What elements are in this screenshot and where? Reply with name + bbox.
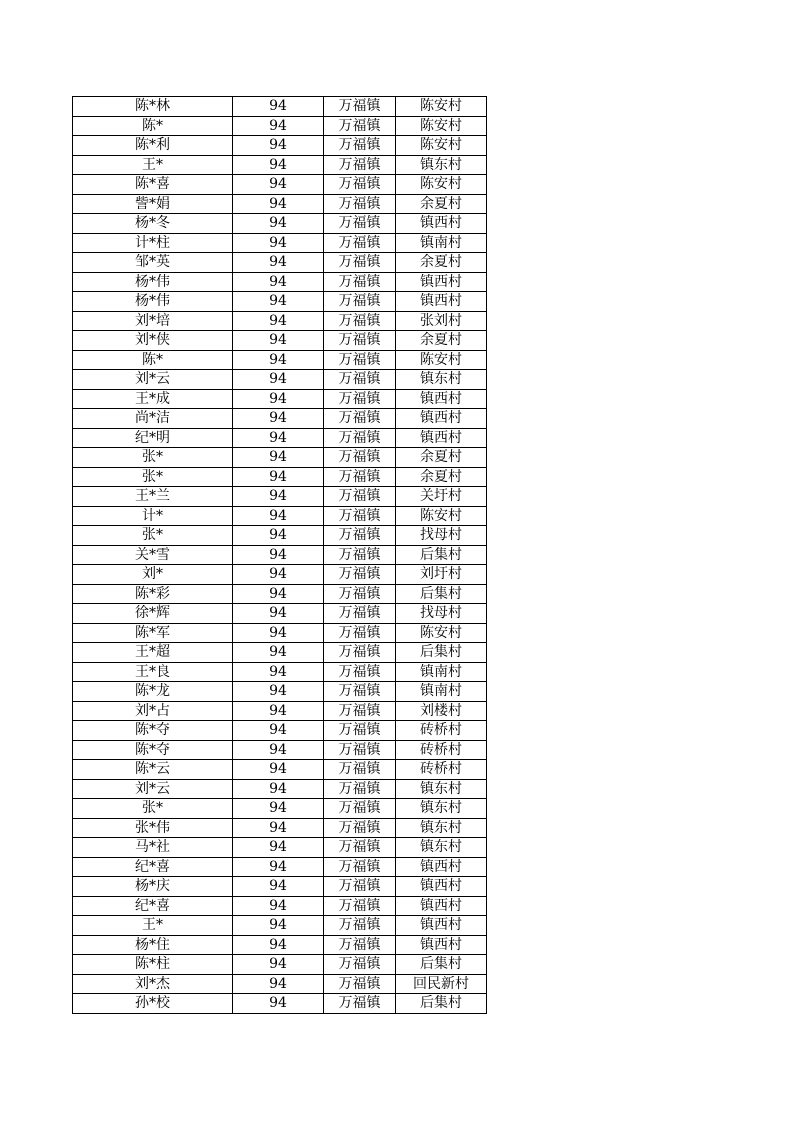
cell-village: 后集村 [396, 584, 487, 604]
cell-number: 94 [233, 857, 324, 877]
cell-village: 镇东村 [396, 779, 487, 799]
cell-number: 94 [233, 682, 324, 702]
cell-village: 陈安村 [396, 116, 487, 136]
cell-village: 砖桥村 [396, 760, 487, 780]
table-row [73, 935, 487, 955]
cell-town: 万福镇 [324, 818, 396, 838]
cell-number: 94 [233, 935, 324, 955]
cell-number: 94 [233, 292, 324, 312]
cell-village: 余夏村 [396, 194, 487, 214]
table-row [73, 994, 487, 1014]
cell-village: 镇东村 [396, 370, 487, 390]
cell-number: 94 [233, 155, 324, 175]
table-row [73, 467, 487, 487]
table-row [73, 389, 487, 409]
table-row [73, 916, 487, 936]
table-row [73, 740, 487, 760]
cell-number: 94 [233, 448, 324, 468]
cell-town: 万福镇 [324, 701, 396, 721]
data-table [72, 96, 487, 1014]
cell-name: 刘*侠 [73, 331, 233, 351]
cell-number: 94 [233, 721, 324, 741]
cell-name: 纪*喜 [73, 896, 233, 916]
cell-number: 94 [233, 623, 324, 643]
table-row [73, 584, 487, 604]
cell-name: 杨*冬 [73, 214, 233, 234]
cell-village: 陈安村 [396, 136, 487, 156]
cell-name: 陈*利 [73, 136, 233, 156]
cell-town: 万福镇 [324, 194, 396, 214]
cell-town: 万福镇 [324, 526, 396, 546]
cell-village: 余夏村 [396, 448, 487, 468]
cell-number: 94 [233, 272, 324, 292]
cell-village: 镇南村 [396, 233, 487, 253]
cell-number: 94 [233, 545, 324, 565]
cell-village: 镇西村 [396, 428, 487, 448]
cell-number: 94 [233, 760, 324, 780]
cell-name: 纪*喜 [73, 857, 233, 877]
cell-name: 訾*娟 [73, 194, 233, 214]
cell-number: 94 [233, 701, 324, 721]
cell-town: 万福镇 [324, 740, 396, 760]
table-row [73, 818, 487, 838]
cell-name: 杨*庆 [73, 877, 233, 897]
cell-name: 刘*培 [73, 311, 233, 331]
table-row [73, 760, 487, 780]
cell-name: 张* [73, 799, 233, 819]
cell-number: 94 [233, 233, 324, 253]
cell-town: 万福镇 [324, 916, 396, 936]
table-row [73, 428, 487, 448]
cell-town: 万福镇 [324, 682, 396, 702]
cell-town: 万福镇 [324, 214, 396, 234]
cell-town: 万福镇 [324, 721, 396, 741]
cell-village: 关圩村 [396, 487, 487, 507]
cell-town: 万福镇 [324, 994, 396, 1014]
cell-town: 万福镇 [324, 97, 396, 117]
cell-number: 94 [233, 740, 324, 760]
cell-number: 94 [233, 194, 324, 214]
table-row [73, 214, 487, 234]
cell-name: 马*社 [73, 838, 233, 858]
cell-village: 后集村 [396, 643, 487, 663]
table-row [73, 370, 487, 390]
cell-number: 94 [233, 487, 324, 507]
table-row [73, 662, 487, 682]
cell-town: 万福镇 [324, 272, 396, 292]
table-row [73, 350, 487, 370]
cell-town: 万福镇 [324, 760, 396, 780]
table-row [73, 623, 487, 643]
cell-name: 陈*柱 [73, 955, 233, 975]
cell-village: 镇东村 [396, 799, 487, 819]
table-row [73, 779, 487, 799]
cell-village: 镇西村 [396, 214, 487, 234]
cell-name: 王* [73, 155, 233, 175]
cell-name: 王*成 [73, 389, 233, 409]
cell-village: 镇南村 [396, 662, 487, 682]
cell-name: 刘*占 [73, 701, 233, 721]
cell-name: 陈*喜 [73, 175, 233, 195]
cell-number: 94 [233, 253, 324, 273]
cell-village: 余夏村 [396, 331, 487, 351]
cell-village: 砖桥村 [396, 740, 487, 760]
cell-number: 94 [233, 428, 324, 448]
cell-number: 94 [233, 136, 324, 156]
cell-name: 孙*校 [73, 994, 233, 1014]
cell-number: 94 [233, 116, 324, 136]
cell-number: 94 [233, 350, 324, 370]
cell-name: 杨*住 [73, 935, 233, 955]
cell-village: 陈安村 [396, 350, 487, 370]
cell-village: 陈安村 [396, 175, 487, 195]
cell-number: 94 [233, 506, 324, 526]
table-body [73, 97, 487, 1014]
table-row [73, 155, 487, 175]
cell-town: 万福镇 [324, 623, 396, 643]
cell-village: 镇南村 [396, 682, 487, 702]
cell-number: 94 [233, 643, 324, 663]
cell-village: 砖桥村 [396, 721, 487, 741]
cell-number: 94 [233, 467, 324, 487]
cell-village: 镇西村 [396, 935, 487, 955]
cell-number: 94 [233, 974, 324, 994]
cell-name: 刘*杰 [73, 974, 233, 994]
cell-town: 万福镇 [324, 350, 396, 370]
cell-town: 万福镇 [324, 448, 396, 468]
table-row [73, 545, 487, 565]
cell-village: 张刘村 [396, 311, 487, 331]
cell-number: 94 [233, 955, 324, 975]
cell-number: 94 [233, 97, 324, 117]
cell-number: 94 [233, 838, 324, 858]
cell-number: 94 [233, 214, 324, 234]
table-row [73, 877, 487, 897]
cell-village: 刘楼村 [396, 701, 487, 721]
cell-number: 94 [233, 896, 324, 916]
cell-name: 杨*伟 [73, 272, 233, 292]
cell-village: 镇西村 [396, 896, 487, 916]
cell-village: 刘圩村 [396, 565, 487, 585]
cell-town: 万福镇 [324, 487, 396, 507]
cell-village: 陈安村 [396, 623, 487, 643]
cell-village: 后集村 [396, 955, 487, 975]
cell-village: 陈安村 [396, 97, 487, 117]
cell-town: 万福镇 [324, 155, 396, 175]
cell-town: 万福镇 [324, 389, 396, 409]
table-row [73, 448, 487, 468]
table-row [73, 311, 487, 331]
cell-town: 万福镇 [324, 565, 396, 585]
cell-town: 万福镇 [324, 584, 396, 604]
cell-town: 万福镇 [324, 467, 396, 487]
cell-number: 94 [233, 994, 324, 1014]
cell-number: 94 [233, 311, 324, 331]
cell-village: 镇西村 [396, 857, 487, 877]
cell-number: 94 [233, 331, 324, 351]
cell-name: 刘*云 [73, 779, 233, 799]
cell-name: 王*兰 [73, 487, 233, 507]
cell-number: 94 [233, 799, 324, 819]
cell-village: 镇西村 [396, 272, 487, 292]
cell-name: 纪*明 [73, 428, 233, 448]
cell-number: 94 [233, 526, 324, 546]
cell-number: 94 [233, 662, 324, 682]
table-row [73, 506, 487, 526]
cell-name: 陈*彩 [73, 584, 233, 604]
cell-number: 94 [233, 604, 324, 624]
cell-village: 镇西村 [396, 292, 487, 312]
cell-village: 后集村 [396, 545, 487, 565]
cell-town: 万福镇 [324, 799, 396, 819]
cell-village: 镇西村 [396, 916, 487, 936]
cell-name: 王* [73, 916, 233, 936]
table-row [73, 857, 487, 877]
cell-town: 万福镇 [324, 857, 396, 877]
cell-town: 万福镇 [324, 428, 396, 448]
cell-number: 94 [233, 175, 324, 195]
cell-name: 陈*军 [73, 623, 233, 643]
table-row [73, 233, 487, 253]
cell-town: 万福镇 [324, 409, 396, 429]
cell-name: 刘* [73, 565, 233, 585]
cell-name: 关*雪 [73, 545, 233, 565]
cell-town: 万福镇 [324, 604, 396, 624]
cell-name: 陈*龙 [73, 682, 233, 702]
cell-name: 张*伟 [73, 818, 233, 838]
table-row [73, 272, 487, 292]
cell-name: 陈*林 [73, 97, 233, 117]
cell-name: 陈* [73, 350, 233, 370]
cell-number: 94 [233, 818, 324, 838]
table-row [73, 565, 487, 585]
table-row [73, 643, 487, 663]
cell-town: 万福镇 [324, 253, 396, 273]
cell-town: 万福镇 [324, 311, 396, 331]
table-row [73, 136, 487, 156]
cell-town: 万福镇 [324, 116, 396, 136]
cell-town: 万福镇 [324, 292, 396, 312]
cell-number: 94 [233, 389, 324, 409]
table-row [73, 526, 487, 546]
table-row [73, 194, 487, 214]
cell-village: 找母村 [396, 604, 487, 624]
cell-town: 万福镇 [324, 233, 396, 253]
cell-name: 邹*英 [73, 253, 233, 273]
cell-village: 镇西村 [396, 389, 487, 409]
table-row [73, 97, 487, 117]
cell-name: 王*良 [73, 662, 233, 682]
cell-town: 万福镇 [324, 545, 396, 565]
cell-name: 徐*辉 [73, 604, 233, 624]
cell-village: 余夏村 [396, 467, 487, 487]
cell-name: 王*超 [73, 643, 233, 663]
cell-town: 万福镇 [324, 136, 396, 156]
cell-village: 镇东村 [396, 838, 487, 858]
table-row [73, 116, 487, 136]
cell-village: 镇东村 [396, 818, 487, 838]
cell-name: 张* [73, 448, 233, 468]
cell-village: 后集村 [396, 994, 487, 1014]
cell-number: 94 [233, 565, 324, 585]
cell-town: 万福镇 [324, 896, 396, 916]
cell-name: 张* [73, 467, 233, 487]
cell-town: 万福镇 [324, 877, 396, 897]
table-row [73, 838, 487, 858]
cell-name: 陈*夺 [73, 740, 233, 760]
cell-town: 万福镇 [324, 838, 396, 858]
cell-number: 94 [233, 916, 324, 936]
cell-town: 万福镇 [324, 935, 396, 955]
cell-number: 94 [233, 779, 324, 799]
table-row [73, 682, 487, 702]
cell-town: 万福镇 [324, 506, 396, 526]
cell-name: 张* [73, 526, 233, 546]
cell-town: 万福镇 [324, 643, 396, 663]
cell-town: 万福镇 [324, 175, 396, 195]
table-row [73, 292, 487, 312]
table-row [73, 331, 487, 351]
cell-town: 万福镇 [324, 662, 396, 682]
cell-village: 回民新村 [396, 974, 487, 994]
table-row [73, 175, 487, 195]
table-row [73, 799, 487, 819]
table-row [73, 955, 487, 975]
cell-name: 陈* [73, 116, 233, 136]
cell-name: 杨*伟 [73, 292, 233, 312]
cell-village: 找母村 [396, 526, 487, 546]
table-row [73, 604, 487, 624]
cell-name: 计* [73, 506, 233, 526]
table-row [73, 253, 487, 273]
cell-village: 陈安村 [396, 506, 487, 526]
table-row [73, 409, 487, 429]
table-row [73, 701, 487, 721]
table-row [73, 974, 487, 994]
cell-name: 刘*云 [73, 370, 233, 390]
table-row [73, 896, 487, 916]
cell-town: 万福镇 [324, 974, 396, 994]
cell-town: 万福镇 [324, 370, 396, 390]
cell-village: 镇东村 [396, 155, 487, 175]
cell-name: 尚*洁 [73, 409, 233, 429]
cell-town: 万福镇 [324, 331, 396, 351]
cell-town: 万福镇 [324, 955, 396, 975]
cell-name: 计*柱 [73, 233, 233, 253]
cell-number: 94 [233, 584, 324, 604]
table-row [73, 721, 487, 741]
table-row [73, 487, 487, 507]
cell-village: 余夏村 [396, 253, 487, 273]
cell-village: 镇西村 [396, 877, 487, 897]
cell-number: 94 [233, 370, 324, 390]
cell-town: 万福镇 [324, 779, 396, 799]
cell-name: 陈*云 [73, 760, 233, 780]
cell-number: 94 [233, 877, 324, 897]
cell-number: 94 [233, 409, 324, 429]
cell-village: 镇西村 [396, 409, 487, 429]
cell-name: 陈*夺 [73, 721, 233, 741]
